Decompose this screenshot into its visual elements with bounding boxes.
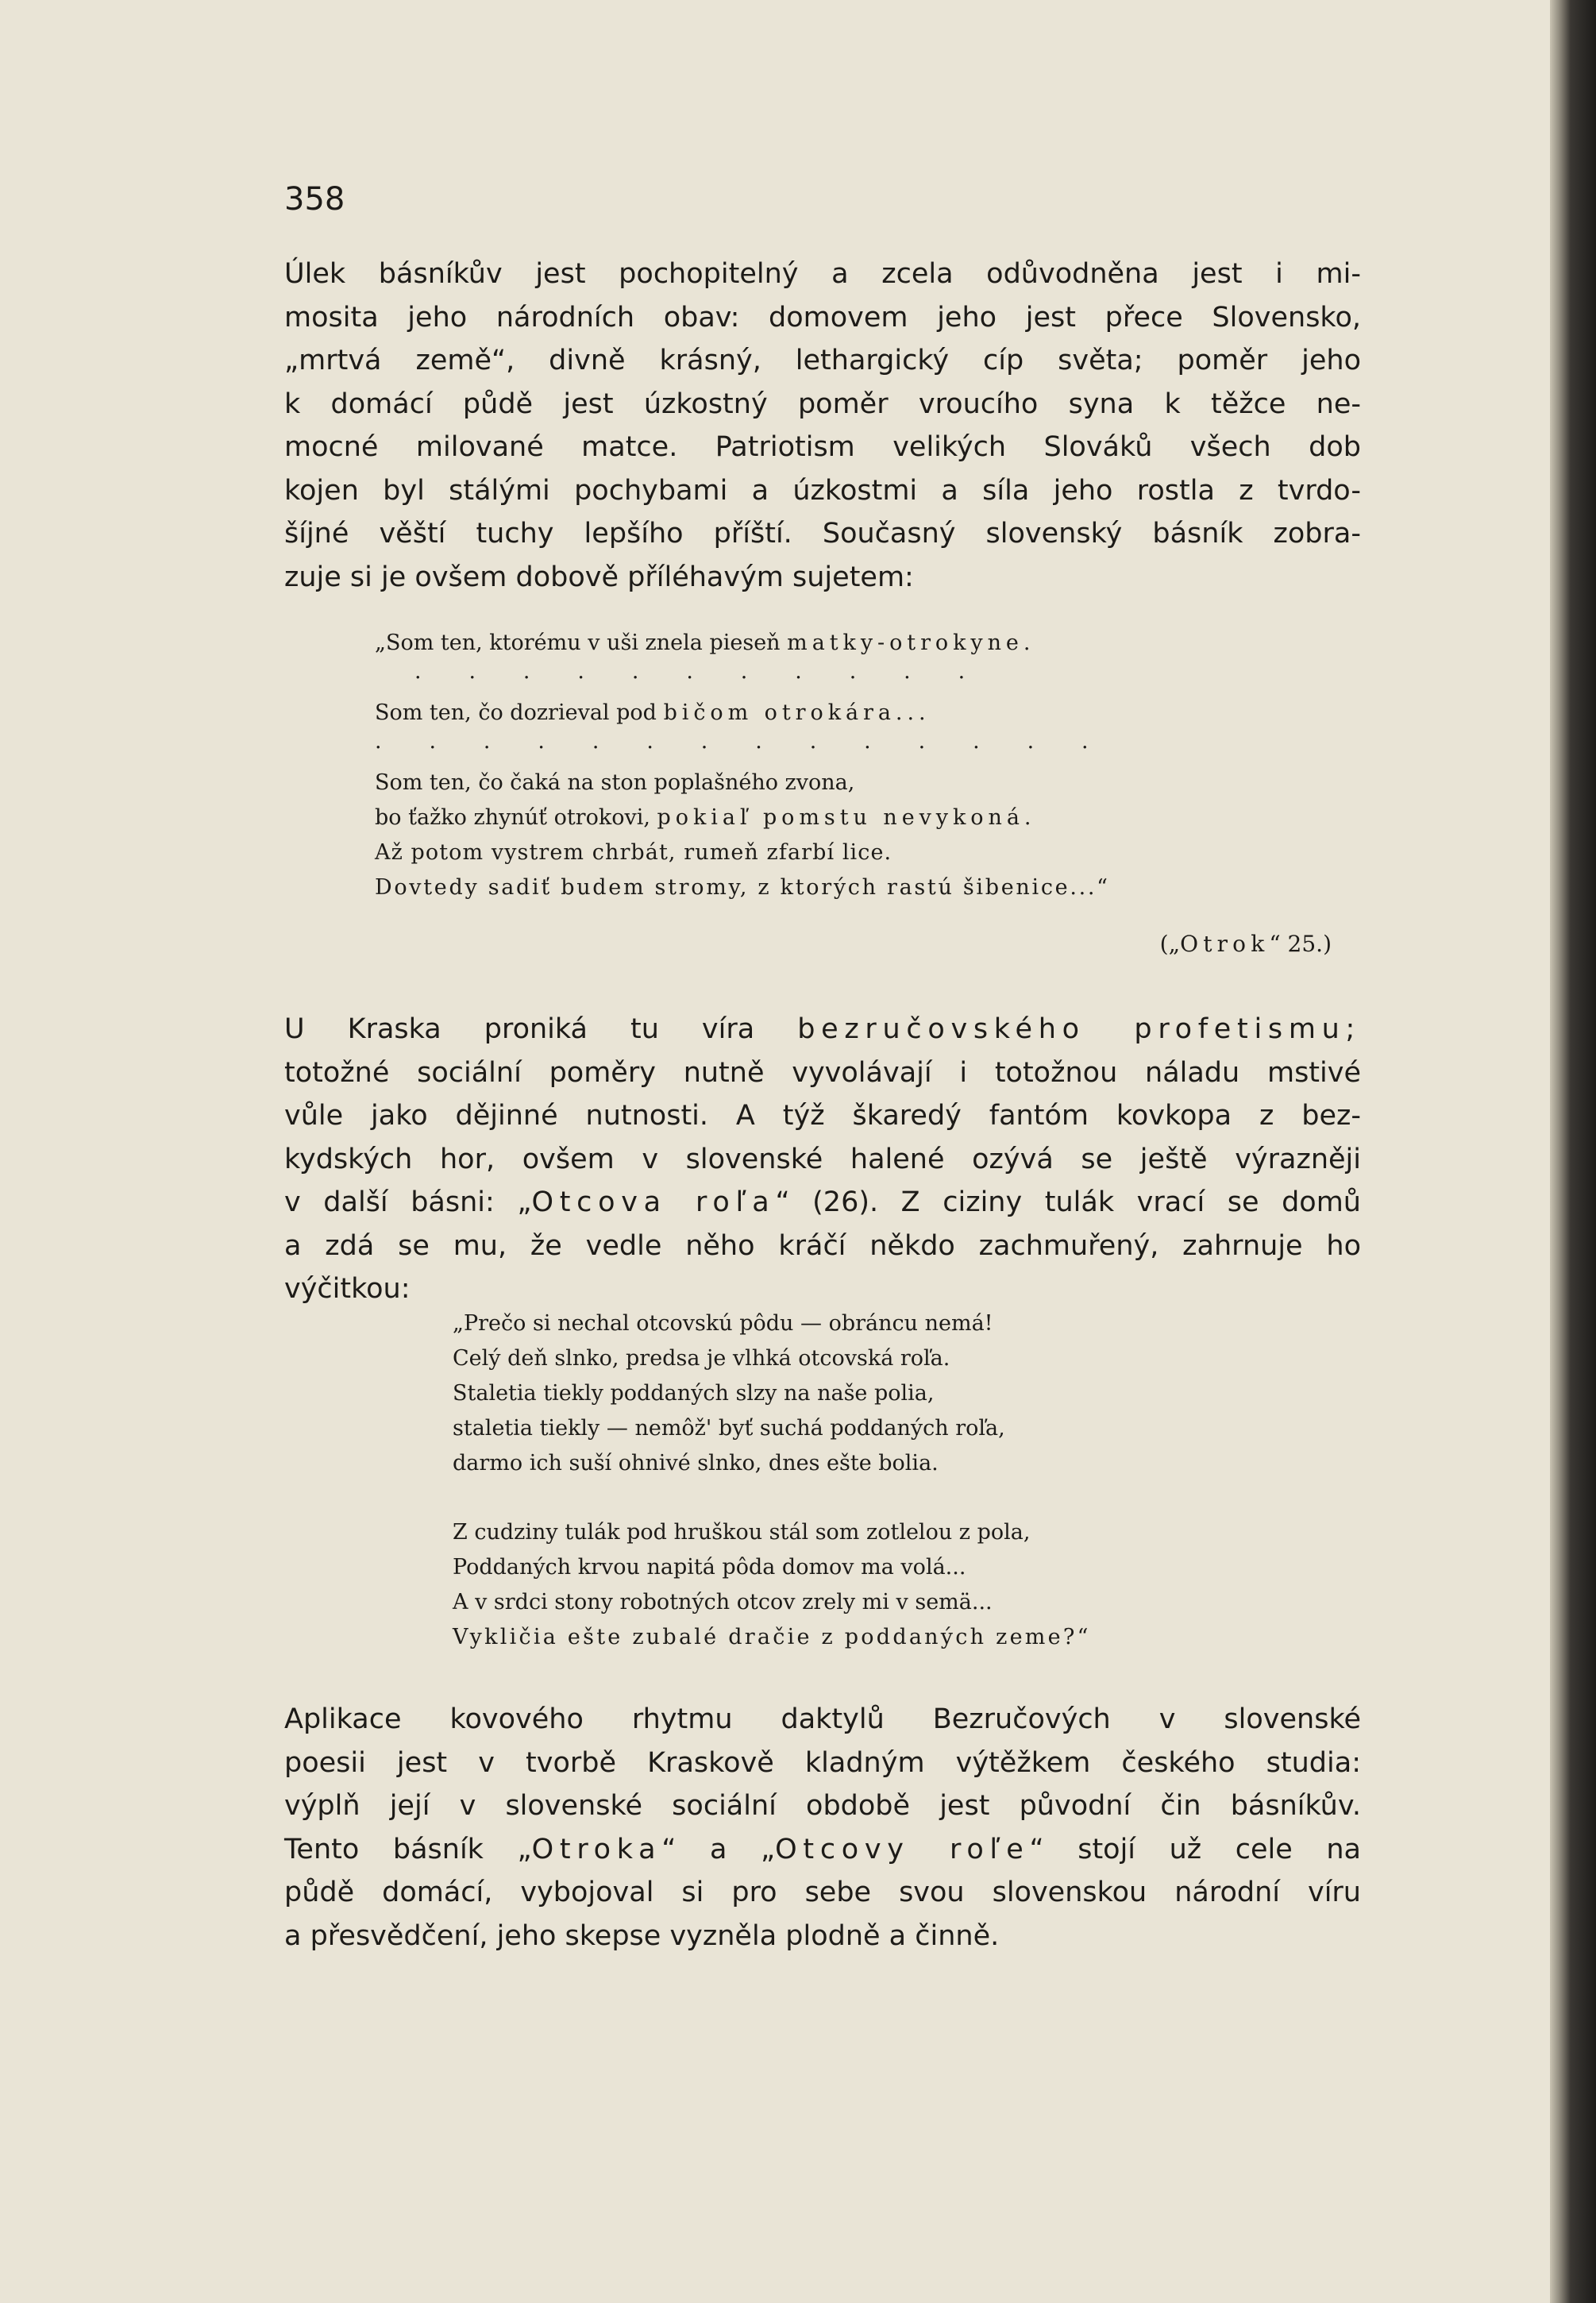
text-line: a zdá se mu, že vedle něho kráčí někdo zachmuřený, zahrnuje ho (284, 1229, 1361, 1262)
poem-ellipsis-dots: · · · · · · · · · · · (414, 665, 985, 690)
text-line: zuje si je ovšem dobově příléhavým sujetem: (284, 561, 914, 593)
text-line: vůle jako dějinné nutnosti. A týž škaredý fantóm kovkopa z bez- (284, 1100, 1361, 1132)
text-line: půdě domácí, vybojoval si pro sebe svou slovenskou národní víru (284, 1877, 1361, 1908)
poem-spaced-text: pokiaľ pomstu nevykoná. (657, 805, 1036, 830)
text-line: „mrtvá země“, divně krásný, lethargický cíp světa; poměr jeho (284, 345, 1361, 376)
text-line (284, 1008, 1361, 1051)
text-line: kojen byl stálými pochybami a úzkostmi a síla jeho rostla z tvrdo- (284, 474, 1361, 507)
citation-text: („ (1159, 931, 1181, 957)
text-line: kydských hor, ovšem v slovenské halené ozývá se ještě výrazněji (284, 1143, 1361, 1175)
page-number: 358 (284, 181, 345, 218)
poem-line: Vykličia ešte zubalé dračie z poddaných zeme?“ (453, 1625, 1091, 1649)
poem-line: darmo ich suší ohnivé slnko, dnes ešte bolia. (453, 1451, 939, 1476)
text-line (284, 1828, 1361, 1872)
text-line: poesii jest v tvorbě Kraskově kladným výtěžkem českého studia: (284, 1746, 1361, 1779)
poem-line: staletia tiekly — nemôž' byť suchá poddaných roľa, (453, 1416, 1005, 1441)
text-line: výplň její v slovenské sociální obdobě jest původní čin básníkův. (284, 1790, 1361, 1822)
text-line: šíjné věští tuchy lepšího příští. Současný slovenský básník zobra- (284, 518, 1361, 550)
citation-title: Otrok (1180, 931, 1270, 957)
paragraph-1 (284, 253, 1361, 599)
text-line: mosita jeho národních obav: domovem jeho jest přece Slovensko, (284, 301, 1361, 334)
poem-line: Staletia tiekly poddaných slzy na naše polia, (453, 1381, 935, 1406)
poem-spaced-text: matky-otrokyne. (787, 631, 1035, 655)
spaced-emphasis: Otroka (531, 1833, 662, 1865)
text-segment: “ a „ (661, 1833, 776, 1865)
poem-line: „Prečo si nechal otcovskú pôdu — obráncu nemá! (453, 1311, 993, 1336)
text-segment: “ (26). Z ciziny tulák vrací se domů (775, 1186, 1361, 1218)
text-line (284, 1181, 1361, 1225)
text-segment: U Kraska proniká tu víra (284, 1013, 755, 1045)
poem-line: Dovtedy sadiť budem stromy, z ktorých rastú šibenice...“ (375, 875, 1110, 900)
poem-text: bo ťažko zhynúť otrokovi, (375, 805, 650, 830)
poem-line (375, 696, 1110, 731)
paragraph-2 (284, 1008, 1361, 1311)
text-segment: Tento básník „ (284, 1833, 532, 1865)
text-segment: “ stojí už cele na (1029, 1833, 1361, 1865)
text-line: a přesvědčení, jeho skepse vyzněla plodně a činně. (284, 1919, 1000, 1952)
poem-otcova-rola-stanza-1 (453, 1306, 1005, 1481)
book-binding-edge (1550, 0, 1596, 2303)
spaced-emphasis: bezručovského profetismu; (797, 1013, 1361, 1045)
poem-line: Z cudziny tulák pod hruškou stál som zotlelou z pola, (453, 1520, 1031, 1545)
poem-line: A v srdci stony robotných otcov zrely mi v semä... (453, 1590, 993, 1614)
poem-line: Poddaných krvou napitá pôda domov ma volá... (453, 1555, 966, 1580)
poem-source-citation (1160, 931, 1332, 957)
spaced-emphasis: Otcovy roľe (775, 1833, 1030, 1865)
text-line: výčitkou: (284, 1273, 411, 1305)
poem-ellipsis-dots: · · · · · · · · · · · · · · (375, 735, 1109, 760)
poem-text: „Som ten, ktorému v uši znela pieseň (375, 631, 781, 655)
text-line: Aplikace kovového rhytmu daktylů Bezručových v slovenské (284, 1703, 1361, 1735)
poem-spaced-text: bičom otrokára... (663, 700, 931, 725)
text-line: totožné sociální poměry nutně vyvolávají i totožnou náladu mstivé (284, 1056, 1361, 1089)
text-segment: v další básni: „ (284, 1186, 532, 1218)
poem-line (375, 626, 1110, 661)
text-line: mocné milované matce. Patriotism velikých Slováků všech dob (284, 431, 1361, 463)
poem-otrok (375, 626, 1110, 905)
poem-line: Som ten, čo čaká na ston poplašného zvona, (375, 770, 855, 795)
text-line: Úlek básníkův jest pochopitelný a zcela odůvodněna jest i mi- (284, 258, 1361, 290)
poem-text: Som ten, čo dozrieval pod (375, 700, 657, 725)
poem-otcova-rola-stanza-2 (453, 1515, 1091, 1655)
paragraph-3 (284, 1698, 1361, 1958)
poem-line (375, 800, 1110, 835)
text-line: k domácí půdě jest úzkostný poměr vroucího syna k těžce ne- (284, 388, 1361, 420)
poem-line: Celý deň slnko, predsa je vlhká otcovská roľa. (453, 1346, 950, 1371)
poem-line: Až potom vystrem chrbát, rumeň zfarbí lice. (375, 840, 892, 865)
spaced-emphasis: Otcova roľa (531, 1186, 776, 1218)
citation-text: “ 25.) (1269, 931, 1332, 957)
